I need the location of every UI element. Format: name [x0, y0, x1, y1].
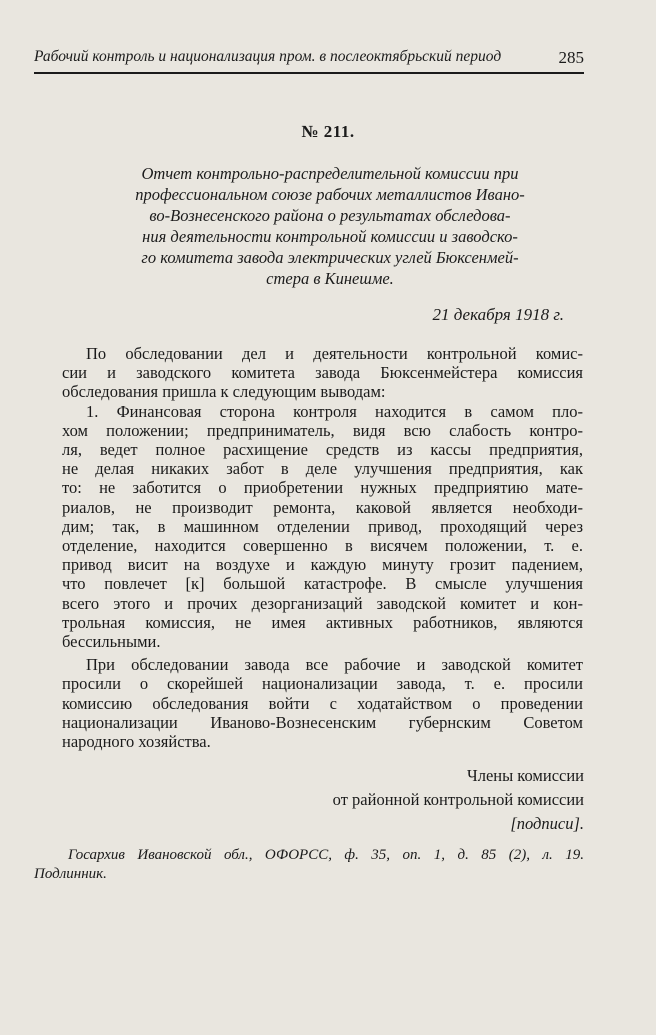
text-line: народного хозяйства.	[62, 732, 211, 752]
text-line: По обследовании дел и деятельности контрольной комис-	[86, 344, 583, 363]
title-line: ния деятельности контрольной комиссии и заводско-	[142, 227, 518, 246]
text-line: обследования пришла к следующим выводам:	[62, 382, 386, 402]
paragraph-1	[62, 344, 583, 402]
text-line: просили о скорейшей национализации завода, т. е. просили	[62, 674, 583, 694]
page-number: 285	[558, 48, 584, 67]
running-title: Рабочий контроль и национализация пром. в послеоктябрьский период	[34, 48, 502, 65]
signature-line: Члены комиссии	[466, 766, 584, 785]
text-line: дим; так, в машинном отделении привод, проходящий через	[62, 516, 583, 536]
title-line: го комитета завода электрических углей Бюксенмей-	[141, 248, 519, 267]
source-line: Госархив Ивановской обл., ОФОРСС, ф. 35, оп. 1, д. 85 (2), л. 19.	[68, 847, 584, 863]
title-line: стера в Кинешме.	[266, 269, 394, 288]
signature-block	[333, 764, 584, 836]
signature-line: [подписи].	[510, 814, 584, 833]
text-line: привод висит на воздухе и каждую минуту грозит падением,	[62, 555, 583, 575]
text-line: ля, ведет полное расхищение средств из кассы предприятия,	[62, 440, 583, 460]
text-line: что повлечет [к] большой катастрофе. В смысле улучшения	[62, 574, 583, 594]
text-line: При обследовании завода все рабочие и заводской комитет	[86, 655, 583, 675]
text-line: комиссию обследования войти с ходатайством о проведении	[62, 693, 583, 713]
text-line: бессильными.	[62, 632, 161, 652]
paragraph-2	[62, 402, 583, 652]
source-line: Подлинник.	[34, 866, 107, 882]
text-line: сии и заводского комитета завода Бюксенмейстера комиссия	[62, 363, 583, 383]
text-line: не делая никаких забот в деле улучшения предприятия, как	[62, 459, 583, 479]
document-body	[62, 344, 583, 751]
document-date: 21 декабря 1918 г.	[432, 305, 564, 324]
text-line: всего этого и прочих дезорганизаций заводской комитет и кон-	[62, 593, 583, 613]
text-line: трольная комиссия, не имея активных работников, являются	[62, 612, 583, 632]
document-number: № 211.	[301, 122, 355, 141]
running-header	[34, 48, 584, 66]
archive-source	[34, 846, 584, 884]
paragraph-3	[62, 655, 583, 751]
signature-line: от районной контрольной комиссии	[332, 790, 584, 809]
title-line: Отчет контрольно-распределительной комиссии при	[141, 164, 519, 183]
text-line: национализации Иваново-Вознесенским губернским Советом	[62, 712, 583, 732]
header-rule	[34, 72, 584, 74]
text-line: хом положении; предприниматель, видя всю слабость контро-	[62, 420, 583, 440]
text-line: то: не заботится о приобретении нужных предприятию мате-	[62, 478, 583, 498]
title-line: профессиональном союзе рабочих металлистов Ивано-	[135, 185, 525, 204]
text-line: 1. Финансовая сторона контроля находится в самом пло-	[86, 401, 583, 421]
title-line: во-Вознесенского района о результатах обследова-	[149, 206, 511, 225]
document-title	[95, 163, 565, 289]
text-line: риалов, не производит ремонта, каковой является необходи-	[62, 497, 583, 517]
text-line: отделение, находится совершенно в висячем положении, т. е.	[62, 536, 583, 556]
bleed-through-texture	[120, 95, 636, 121]
